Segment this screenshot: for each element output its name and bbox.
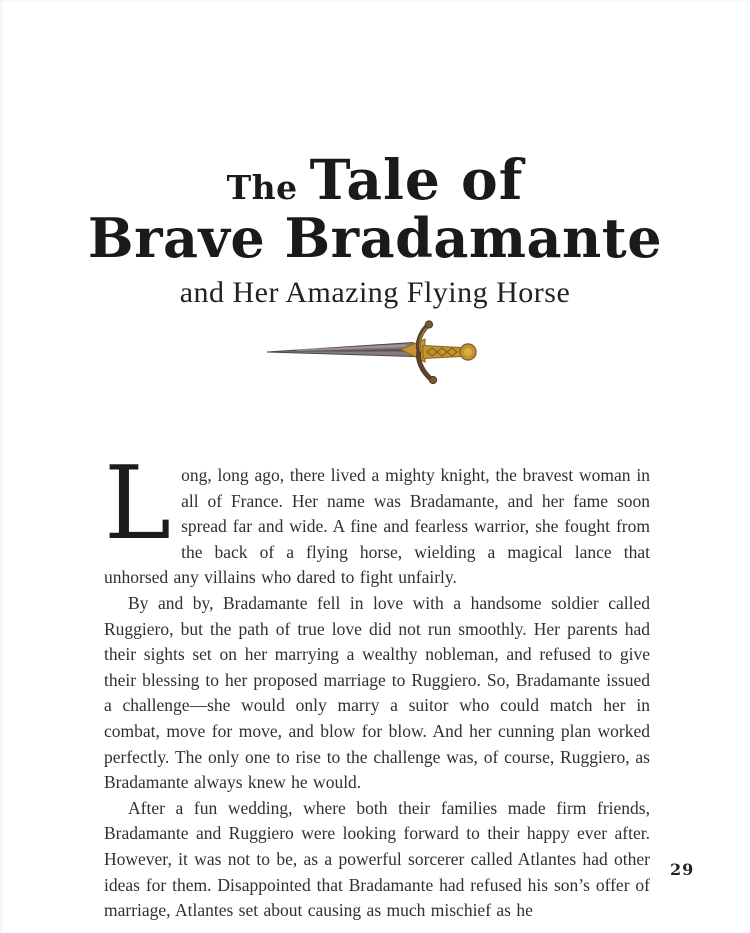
- story-paragraph-3: After a fun wedding, where both their families made firm friends, Bradamante and Ruggiero were looking forward to their happy ever after. However, it was not to be, as a powerful sorcerer called Atlantes had other ideas for them. Disappointed that Bradamante had refused his son’s offer of marriage, Atlantes set about causing as much mischief as he: [104, 797, 650, 921]
- title-main-line1: Tale of: [309, 147, 524, 212]
- title-prefix: The: [226, 168, 298, 207]
- story-text: [104, 444, 650, 924]
- sword-guard-knob-bottom: [429, 376, 436, 383]
- story-paragraph-1: [104, 444, 650, 591]
- sword-pommel-center: [464, 348, 472, 356]
- chapter-title-line1: [0, 147, 750, 212]
- drop-cap-letter: L: [104, 444, 172, 562]
- page-number: 29: [670, 860, 695, 879]
- chapter-title-block: [0, 147, 750, 309]
- chapter-subtitle: and Her Amazing Flying Horse: [179, 276, 571, 309]
- sword-guard-knob-top: [425, 321, 432, 328]
- story-paragraph-1-text: ong, long ago, there lived a mighty knight, the bravest woman in all of France. Her name was Bradamante, and her fame soon spread far and wide. A fine and fearless warrior, she fought from the back of a flying horse, wielding a magical lance that unhorsed any villains who dared to fight unfairly.: [104, 465, 650, 588]
- sword-icon: [265, 318, 485, 388]
- story-paragraph-2: By and by, Bradamante fell in love with a handsome soldier called Ruggiero, but the path of true love did not run smoothly. Her parents had their sights set on her marrying a wealthy nobleman, and refused to give their blessing to her proposed marriage to Ruggiero. So, Bradamante issued a challenge—she would only marry a suitor who could match her in combat, move for move, and blow for blow. And her cunning plan worked perfectly. The only one to rise to the challenge was, of course, Ruggiero, as Bradamante always knew he would.: [104, 592, 650, 793]
- sword-illustration: [265, 318, 485, 388]
- chapter-title-line2: Brave Bradamante: [87, 206, 663, 270]
